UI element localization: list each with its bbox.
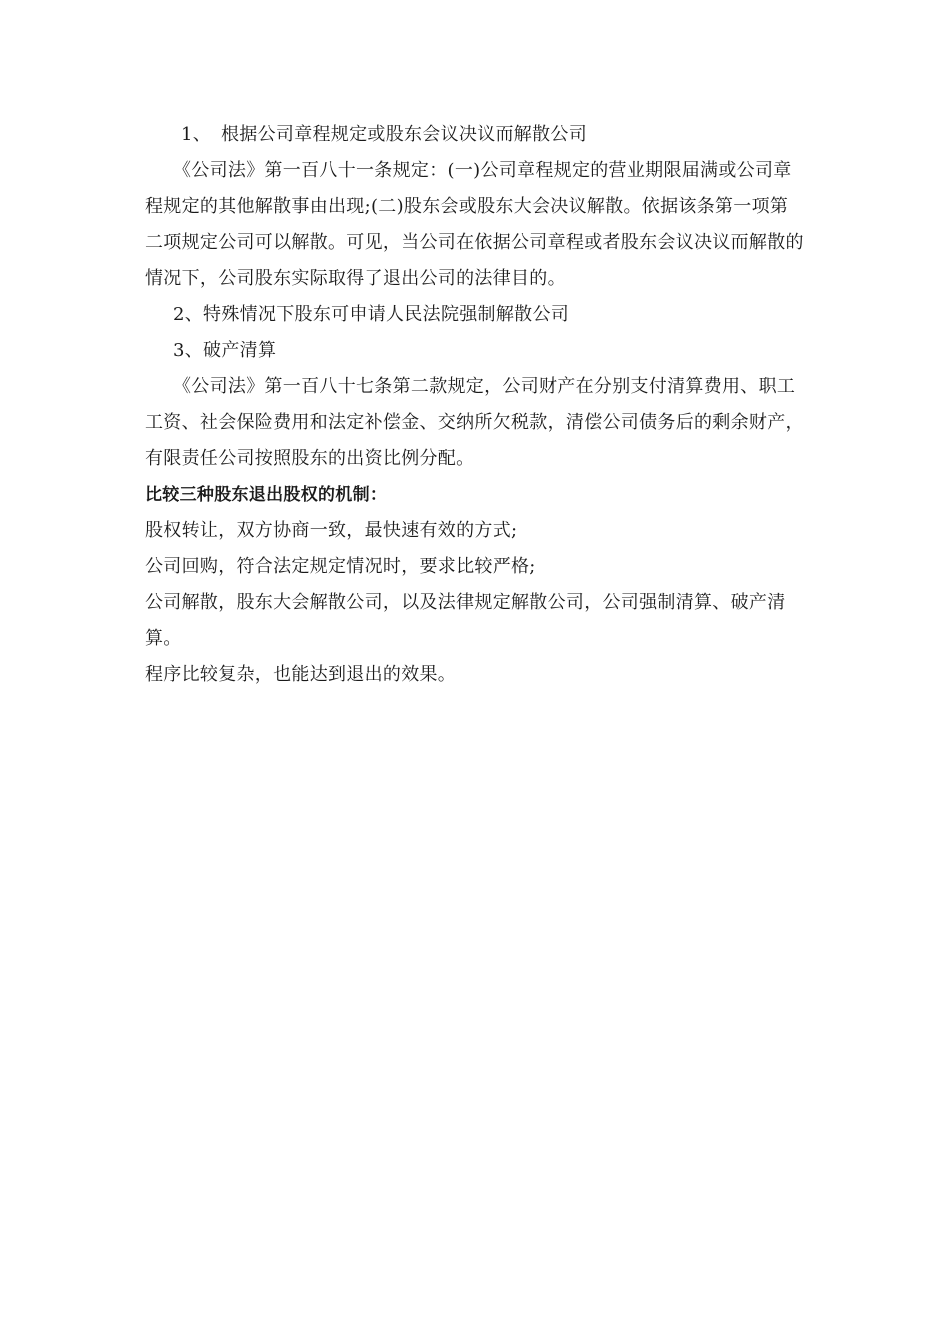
section-1-number: 1、: [181, 124, 212, 145]
section-2-heading: 2、特殊情况下股东可申请人民法院强制解散公司: [173, 304, 570, 325]
comparison-item-1: 股权转让，双方协商一致，最快速有效的方式;: [145, 520, 518, 541]
section-3-heading: 3、破产清算: [173, 340, 277, 361]
section-1-heading: [145, 117, 805, 153]
comparison-item-4: 程序比较复杂，也能达到退出的效果。: [145, 664, 457, 685]
section-1-heading-text: 根据公司章程规定或股东会议决议而解散公司: [221, 124, 587, 145]
comparison-item-2: 公司回购，符合法定规定情况时，要求比较严格;: [145, 556, 536, 577]
section-1-paragraph: 《公司法》第一百八十一条规定：(一)公司章程规定的营业期限届满或公司章程规定的其他解散事由出现;(二)股东会或股东大会决议解散。依据该条第一项第二项规定公司可以解散。可见，当公司在依据公司章程或者股东会议决议而解散的情况下，公司股东实际取得了退出公司的法律目的。: [145, 160, 804, 289]
comparison-title: 比较三种股东退出股权的机制：: [145, 485, 388, 505]
comparison-item-3: 公司解散，股东大会解散公司，以及法律规定解散公司，公司强制清算、破产清算。: [145, 592, 786, 649]
section-3-paragraph: 《公司法》第一百八十七条第二款规定，公司财产在分别支付清算费用、职工工资、社会保险费用和法定补偿金、交纳所欠税款，清偿公司债务后的剩余财产，有限责任公司按照股东的出资比例分配。: [145, 376, 804, 469]
document-body: [145, 117, 805, 693]
